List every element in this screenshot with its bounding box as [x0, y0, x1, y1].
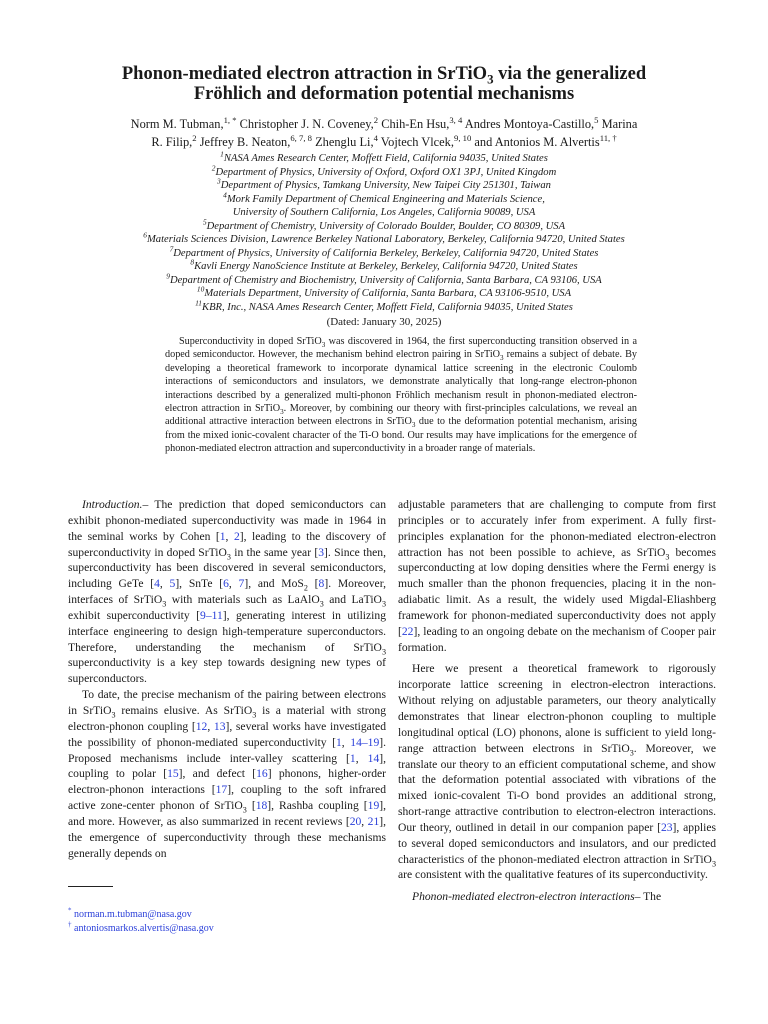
affiliation: $^9$Department of Chemistry and Biochemistry, University of California, Santa Barbara, CA 93106, USA — [166, 270, 602, 286]
citation-link[interactable]: 1 — [349, 751, 356, 765]
intro-paragraph: Introduction.– The prediction that doped semiconductors can exhibit phonon-mediated superconductivity was made in 1964 in the seminal works by Cohen [1, 2], leading to the discovery of superconductivity in doped SrTiO$_3$ in the same year [3]. Since then, superconductivity has been discovered in several semiconductors, including GeTe [4, 5], SnTe [6, 7], and MoS$_2$ [8]. Moreover, interfaces of SrTiO$_3$ with materials such as LaAlO$_3$ and LaTiO$_3$ exhibit superconductivity [9–11], generating interest in utilizing interface engineering to design high-temperature superconductors. Therefore, understanding the mechanism of SrTiO$_3$ superconductivity is a key step towards designing new types of superconductors. — [68, 498, 386, 686]
citation-link[interactable]: 14 — [367, 751, 380, 765]
citation-link[interactable]: 9–11 — [200, 608, 223, 622]
body-paragraph: adjustable parameters that are challenging to compute from first principles or to accurately infer from experiment. A fully first-principles explanation for the phonon-mediated electron-electron attraction has not been possible to achieve, as SrTiO$_3$ becomes superconducting at low doping densities where the Fermi energy is much smaller than the phonon frequencies, placing it in the non-adiabatic limit. As a result, the widely used Migdal-Eliashberg framework for phonon-mediated superconductivity does not apply [22], leading to an ongoing debate on the mechanism of Cooper pair formation. — [398, 498, 717, 654]
date-line: (Dated: January 30, 2025) — [326, 316, 442, 328]
citation-link[interactable]: 14–19 — [350, 735, 380, 749]
author-affil-ref[interactable]: 11, † — [599, 132, 617, 143]
citation-link[interactable]: 20 — [349, 814, 362, 828]
footnote-rule — [68, 886, 113, 887]
right-column — [398, 497, 716, 905]
footnotes — [68, 908, 386, 935]
section-heading: Introduction. — [82, 498, 143, 511]
citation-link[interactable]: 18 — [255, 799, 268, 813]
citation-link[interactable]: 15 — [167, 767, 179, 781]
body-paragraph: To date, the precise mechanism of the pairing between electrons in SrTiO$_3$ remains elusive. As SrTiO$_3$ is a material with strong electron-phonon coupling [12, 13], several works have investigated the possibility of phonon-mediated superconductivity [1, 14–19]. Proposed mechanisms include inter-valley scattering [1, 14], coupling to polar [15], and defect [16] phonons, higher-order electron-phonon interactions [17], coupling to the soft infrared active zone-center phonon of SrTiO$_3$ [18], Rashba coupling [19], and more. However, as also summarized in recent reviews [20, 21], the emergence of superconductivity through these mechanisms generally depends on — [68, 688, 387, 860]
affiliation: $^3$Department of Physics, Tamkang University, New Taipei City 251301, Taiwan — [217, 176, 551, 191]
affiliation: $^2$Department of Physics, University of Oxford, Oxford OX1 3PJ, United Kingdom — [211, 162, 557, 178]
left-column — [68, 497, 386, 861]
affiliation: $^5$Department of Chemistry, University of Colorado Boulder, Boulder, CO 80309, USA — [202, 216, 566, 232]
citation-link[interactable]: 22 — [401, 624, 414, 638]
citation-link[interactable]: 1 — [336, 735, 342, 749]
citation-link[interactable]: 5 — [169, 577, 176, 591]
citation-link[interactable]: 7 — [238, 577, 245, 591]
affiliation: $^6$Materials Sciences Division, Lawrence Berkeley National Laboratory, Berkeley, California 94720, United States — [143, 230, 625, 245]
paper-title: Phonon-mediated electron attraction in SrTiO$_3$ via the generalized Fröhlich and deformation potential mechanisms — [121, 64, 647, 104]
citation-link[interactable]: 23 — [660, 820, 673, 834]
footnote: † antoniosmarkos.alvertis@nasa.gov — [68, 920, 214, 934]
citation-link[interactable]: 2 — [233, 529, 240, 543]
body-paragraph: Here we present a theoretical framework to rigorously incorporate lattice screening in electron-electron interactions. Without relying on adjustable parameters, our theory analytically demonstrates that linear electron-phonon coupling to multiple longitudinal optical (LO) phonons, alone is sufficient to yield long-range attraction between electrons in SrTiO$_3$. Moreover, we translate our theory to an efficient computational scheme, and show that the deformation potential associated with vibrations of the mixed ionic-covalent Ti-O bond provides an additional strong, short-range attractive contribution to electron-electron interactions. Our theory, outlined in detail in our companion paper [23], applies to several doped semiconductors and insulators, and our predicted characteristics of the phonon-mediated electron attraction in SrTiO$_3$ are consistent with the qualitative features of its superconductivity. — [398, 662, 716, 882]
citation-link[interactable]: 4 — [154, 577, 160, 591]
email-link[interactable]: norman.m.tubman@nasa.gov — [74, 909, 192, 920]
email-link[interactable]: antoniosmarkos.alvertis@nasa.gov — [74, 922, 214, 934]
affiliation: $^{11}$KBR, Inc., NASA Ames Research Center, Moffett Field, California 94035, United States — [195, 297, 573, 313]
citation-link[interactable]: 17 — [215, 783, 228, 797]
citation-link[interactable]: 8 — [318, 577, 325, 591]
section-heading: Phonon-mediated electron-electron interactions — [412, 890, 635, 904]
affiliation: $^7$Department of Physics, University of California Berkeley, Berkeley, California 94720, United States — [169, 243, 599, 259]
affiliation: $^8$Kavli Energy NanoScience Institute at Berkeley, Berkeley, California 94720, United States — [190, 257, 578, 272]
abstract: Superconductivity in doped SrTiO$_3$ was discovered in 1964, the first superconducting transition observed in a doped semiconductor. However, the mechanism behind electron pairing in SrTiO$_3$ remains a subject of debate. By developing a theoretical framework to incorporate dynamical lattice screening in the electronic Coulomb interactions of semiconductors and insulators, we demonstrate analytically that long-range electron-phonon interactions described by a generalized multi-phonon Fröhlich mechanism result in phonon-mediated electron-electron attraction in SrTiO$_3$. Moreover, by combining our theory with first-principles calculations, we reveal an additional attractive interaction between electrons in SrTiO$_3$ due to the deformation potential mechanism, arising from the mixed ionic-covalent character of the Ti-O bond. Our results may have implications for the emergence of phonon-mediated electron attraction and superconductivity in a broader range of materials. — [165, 336, 637, 455]
citation-link[interactable]: 19 — [367, 799, 380, 813]
author-list: Norm M. Tubman,$^{1, *}$ Christopher J. N. Coveney,$^2$ Chih-En Hsu,$^{3, 4}$ Andres Montoya-Castillo,$^5$ Marina R. Filip,$^2$ Jeffrey B. Neaton,$^{6, 7, 8}$ Zhenglu Li,$^4$ Vojtech Vlcek,$^{9, 10}$ and Antonios M. Alvertis$^{11, \dagger}$ — [130, 114, 638, 149]
affiliation: $^1$NASA Ames Research Center, Moffett Field, California 94035, United States — [220, 149, 548, 164]
citation-link[interactable]: 3 — [318, 545, 325, 559]
affiliations — [40, 149, 728, 314]
affiliation: $^4$Mork Family Department of Chemical Engineering and Materials Science, — [223, 189, 545, 205]
section-paragraph: Phonon-mediated electron-electron interactions– The — [412, 890, 662, 904]
citation-link[interactable]: 13 — [213, 719, 226, 733]
citation-link[interactable]: 16 — [256, 767, 268, 781]
author-affil-ref[interactable]: 1, * — [223, 114, 237, 125]
footnote: * norman.m.tubman@nasa.gov — [68, 906, 192, 920]
citation-link[interactable]: 12 — [195, 719, 208, 733]
citation-link[interactable]: 6 — [223, 577, 229, 591]
citation-link[interactable]: 21 — [367, 814, 380, 828]
affiliation: $^{10}$Materials Department, University of California, Santa Barbara, CA 93106-9510, USA — [196, 284, 572, 299]
affiliation: University of Southern California, Los Angeles, California 90089, USA — [232, 207, 536, 218]
citation-link[interactable]: 1 — [219, 529, 226, 543]
